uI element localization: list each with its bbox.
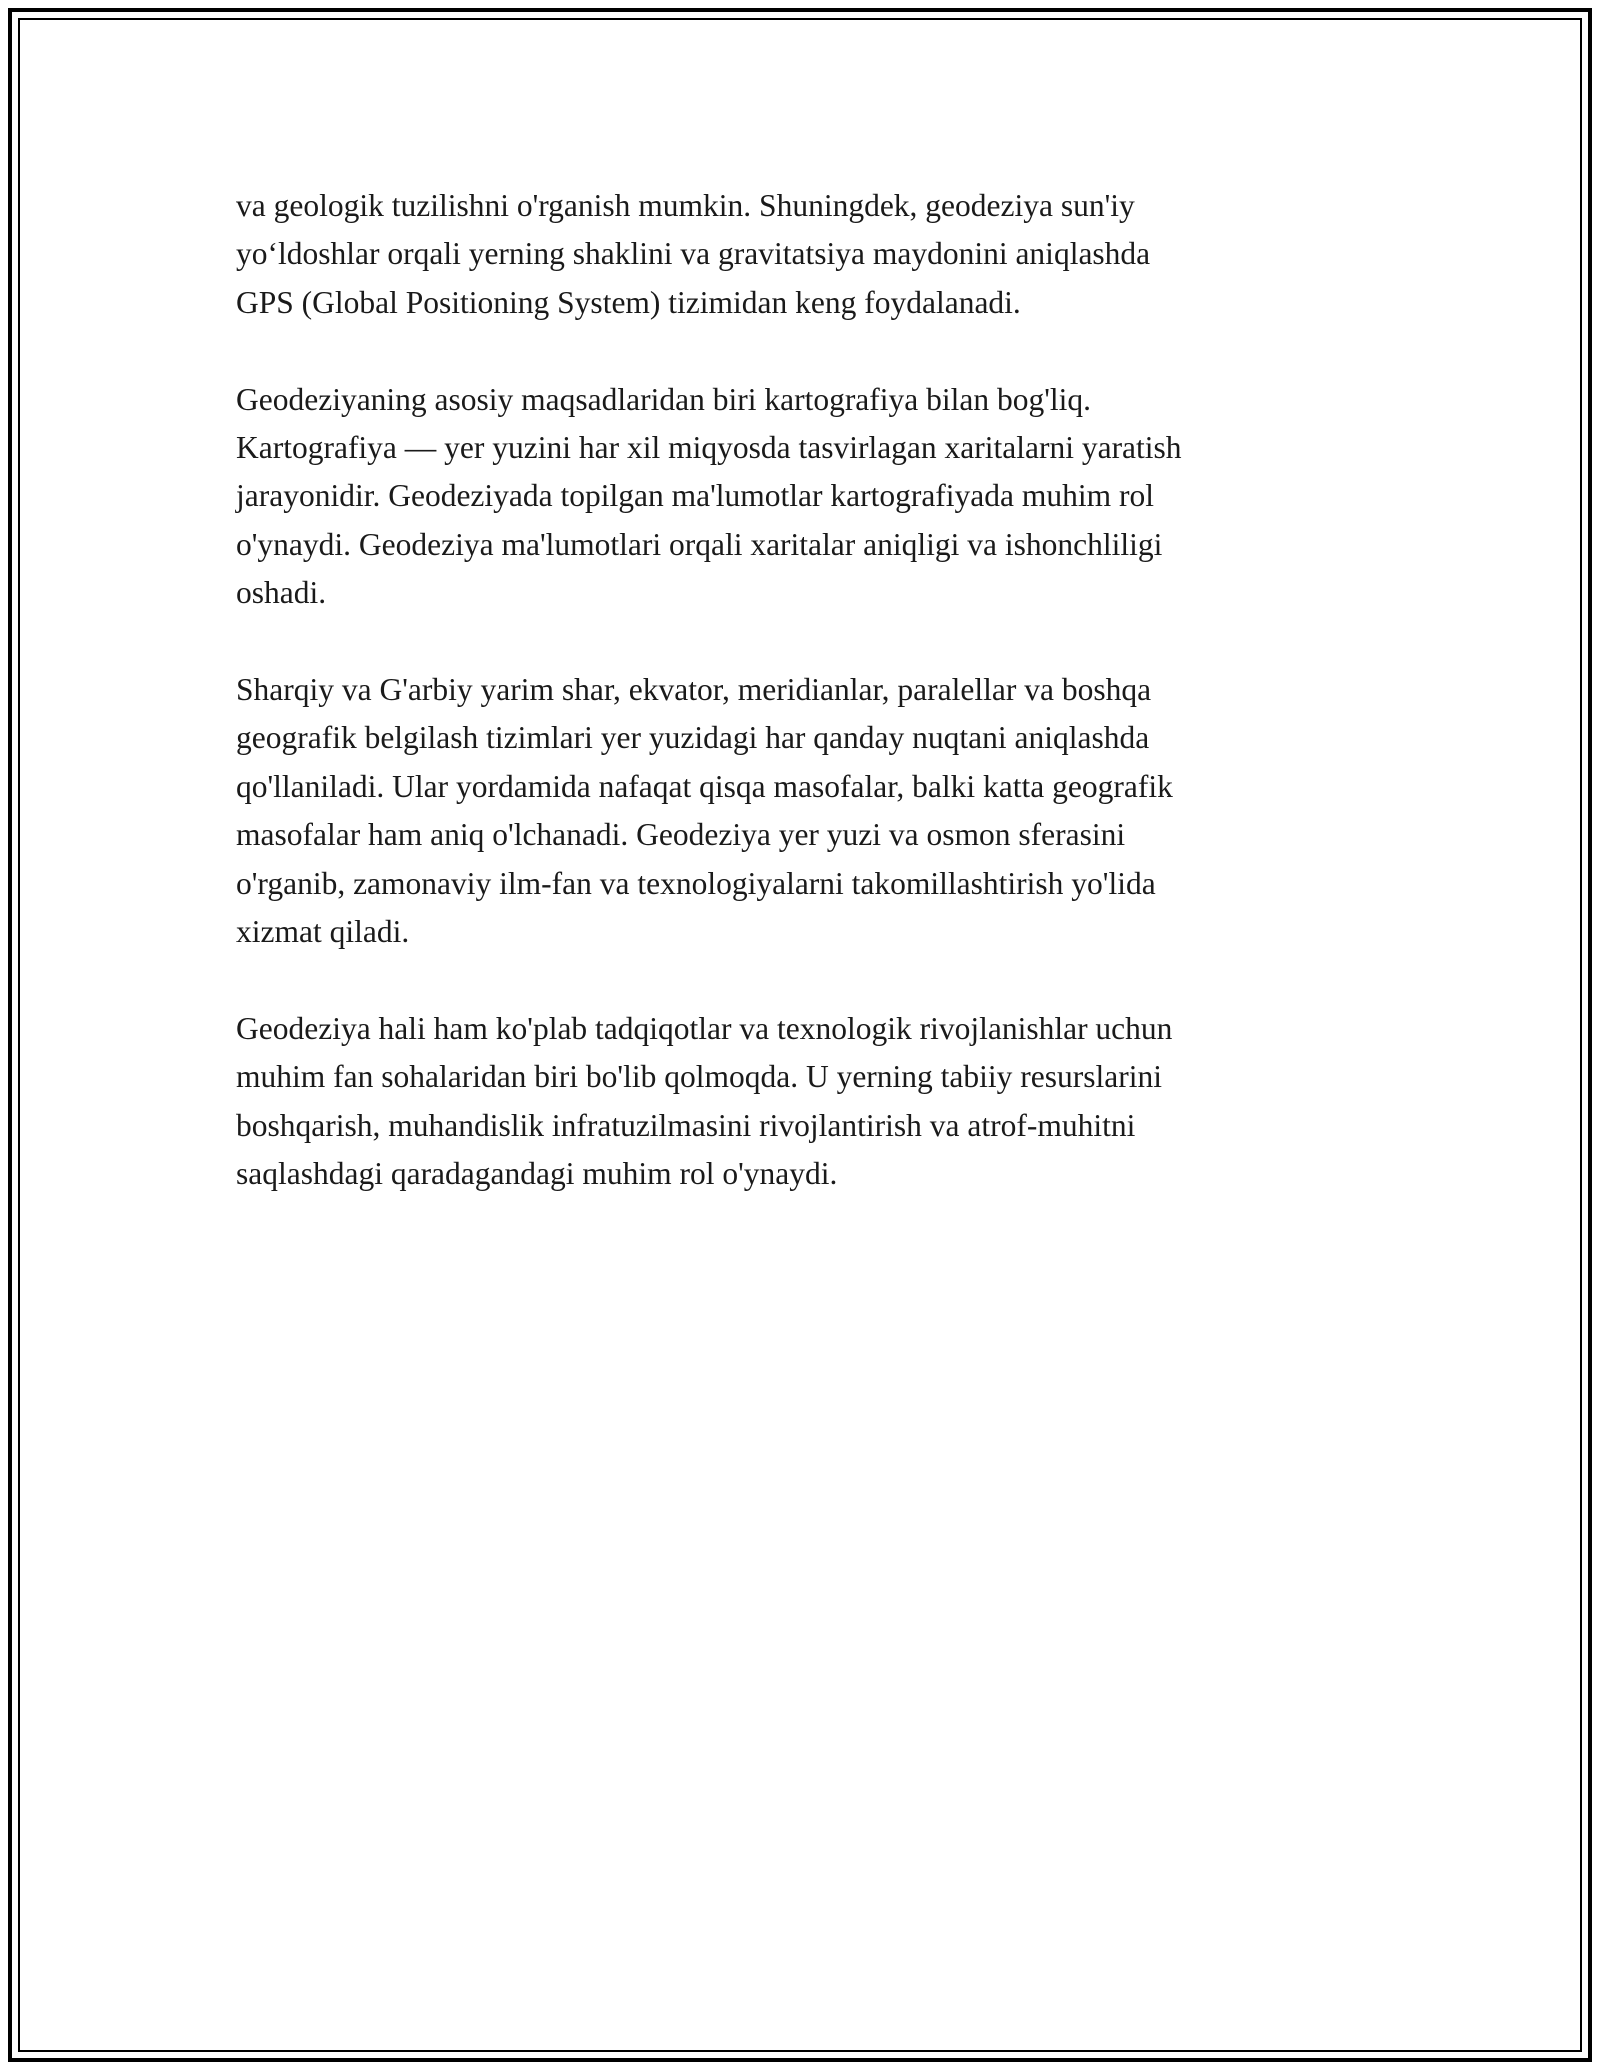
paragraph-4 bbox=[236, 1005, 1386, 1199]
text-line: yo‘ldoshlar orqali yerning shaklini va gravitatsiya maydonini aniqlashda bbox=[236, 236, 1151, 272]
paragraph-3 bbox=[236, 666, 1386, 956]
text-line: jarayonidir. Geodeziyada topilgan ma'lumotlar kartografiyada muhim rol bbox=[236, 478, 1155, 514]
text-line: xizmat qiladi. bbox=[236, 914, 410, 950]
text-line: Geodeziyaning asosiy maqsadlaridan biri kartografiya bilan bog'liq. bbox=[236, 381, 1092, 417]
text-line: Kartografiya — yer yuzini har xil miqyosda tasvirlagan xaritalarni yaratish bbox=[236, 430, 1182, 466]
text-line: Sharqiy va G'arbiy yarim shar, ekvator, meridianlar, paralellar va boshqa bbox=[236, 672, 1152, 708]
text-line: va geologik tuzilishni o'rganish mumkin. Shuningdek, geodeziya sun'iy bbox=[236, 188, 1135, 223]
paragraph-2 bbox=[236, 376, 1386, 618]
text-line: geografik belgilash tizimlari yer yuzidagi har qanday nuqtani aniqlashda bbox=[236, 720, 1150, 756]
text-line: oshadi. bbox=[236, 575, 327, 611]
text-line: GPS (Global Positioning System) tizimidan keng foydalanadi. bbox=[236, 284, 1021, 320]
text-line: masofalar ham aniq o'lchanadi. Geodeziya yer yuzi va osmon sferasini bbox=[236, 817, 1126, 853]
text-line: o'ynaydi. Geodeziya ma'lumotlari orqali xaritalar aniqligi va ishonchliligi bbox=[236, 526, 1163, 562]
document-body bbox=[236, 182, 1386, 1247]
text-line: o'rganib, zamonaviy ilm-fan va texnologiyalarni takomillashtirish yo'lida bbox=[236, 865, 1156, 901]
text-line: Geodeziya hali ham ko'plab tadqiqotlar va texnologik rivojlanishlar uchun bbox=[236, 1010, 1173, 1046]
text-line: qo'llaniladi. Ular yordamida nafaqat qisqa masofalar, balki katta geografik bbox=[236, 768, 1173, 804]
text-line: saqlashdagi qaradagandagi muhim rol o'ynaydi. bbox=[236, 1156, 838, 1192]
text-line: muhim fan sohalaridan biri bo'lib qolmoqda. U yerning tabiiy resurslarini bbox=[236, 1059, 1162, 1095]
text-line: boshqarish, muhandislik infratuzilmasini rivojlantirish va atrof-muhitni bbox=[236, 1107, 1136, 1143]
paragraph-1 bbox=[236, 182, 1386, 327]
